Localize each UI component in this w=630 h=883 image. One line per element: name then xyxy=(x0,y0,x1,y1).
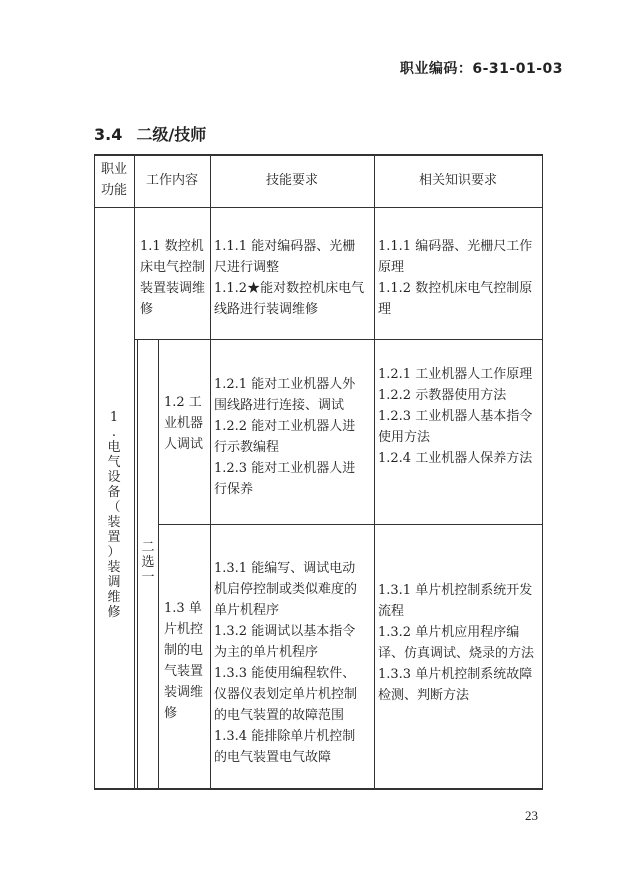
row3-skill-4: 1.3.4 能排除单片机控制的电气装置电气故障 xyxy=(214,729,356,765)
section-title-text: 二级/技师 xyxy=(136,125,207,144)
page-number: 23 xyxy=(525,808,538,823)
section-title xyxy=(94,122,206,145)
row1-skills xyxy=(214,236,366,320)
table-border-bottom xyxy=(94,788,543,790)
row1-skill-2: 1.1.2★能对数控机床电气线路进行装调维修 xyxy=(214,281,365,317)
row3-skills xyxy=(214,558,366,768)
choice-divider-left xyxy=(137,339,138,788)
row2-skill-2: 1.2.2 能对工业机器人进行示教编程 xyxy=(214,419,356,455)
row2-knowledge-2: 1.2.2 示教器使用方法 xyxy=(378,388,507,403)
row3-knowledge xyxy=(378,580,536,706)
col-divider-3 xyxy=(374,154,375,790)
table-border-right xyxy=(542,154,543,790)
row2-skill-1: 1.2.1 能对工业机器人外围线路进行连接、调试 xyxy=(214,377,356,413)
row1-knowledge xyxy=(378,236,536,320)
row3-knowledge-1: 1.3.1 单片机控制系统开发流程 xyxy=(378,583,533,619)
row3-knowledge-2: 1.3.2 单片机应用程序编译、仿真调试、烧录的方法 xyxy=(378,625,535,661)
row2-content: 1.2 工业机器人调试 xyxy=(164,395,204,452)
row3-skill-3: 1.3.3 能使用编程软件、仪器仪表划定单片机控制的电气装置的故障范围 xyxy=(214,666,358,723)
section-number: 3.4 xyxy=(94,125,123,144)
row2-knowledge-4: 1.2.4 工业机器人保养方法 xyxy=(378,451,533,466)
header-function: 职业功能 xyxy=(100,162,127,198)
choice-note: 二 选 一 xyxy=(141,540,155,585)
header-skills: 技能要求 xyxy=(265,173,318,188)
row1-skill-1: 1.1.1 能对编码器、光栅尺进行调整 xyxy=(214,239,356,275)
row2-skill-3: 1.2.3 能对工业机器人进行保养 xyxy=(214,461,356,497)
choice-divider-right xyxy=(158,339,159,788)
row3-skill-2: 1.3.2 能调试以基本指令为主的单片机程序 xyxy=(214,624,356,660)
col-divider-1 xyxy=(134,154,135,790)
header-divider xyxy=(94,207,543,208)
table-border-top xyxy=(94,154,543,156)
header-content: 工作内容 xyxy=(145,173,198,188)
row2-knowledge xyxy=(378,364,536,469)
row3-content: 1.3 单片机控制的电气装置装调维修 xyxy=(164,601,204,721)
table-border-left xyxy=(94,154,95,790)
row2-skills xyxy=(214,374,366,500)
skills-table xyxy=(94,154,543,790)
row-divider-1 xyxy=(134,339,543,340)
row-divider-2 xyxy=(158,524,543,525)
row1-knowledge-2: 1.1.2 数控机床电气控制原理 xyxy=(378,281,533,317)
col-divider-2 xyxy=(210,154,211,790)
row2-knowledge-3: 1.2.3 工业机器人基本指令使用方法 xyxy=(378,409,533,445)
occupation-code: 职业编码：6-31-01-03 xyxy=(399,61,563,77)
header-knowledge: 相关知识要求 xyxy=(418,173,497,188)
row3-knowledge-3: 1.3.3 单片机控制系统故障检测、判断方法 xyxy=(378,667,533,703)
row3-skill-1: 1.3.1 能编写、调试电动机启停控制或类似难度的单片机程序 xyxy=(214,561,358,618)
row2-knowledge-1: 1.2.1 工业机器人工作原理 xyxy=(378,367,533,382)
row1-content: 1.1 数控机床电气控制装置装调维修 xyxy=(140,239,206,317)
function-label: 1 . 电 气 设 备 （ 装 置 ） 装 调 维 修 xyxy=(107,410,121,620)
row1-knowledge-1: 1.1.1 编码器、光栅尺工作原理 xyxy=(378,239,533,275)
